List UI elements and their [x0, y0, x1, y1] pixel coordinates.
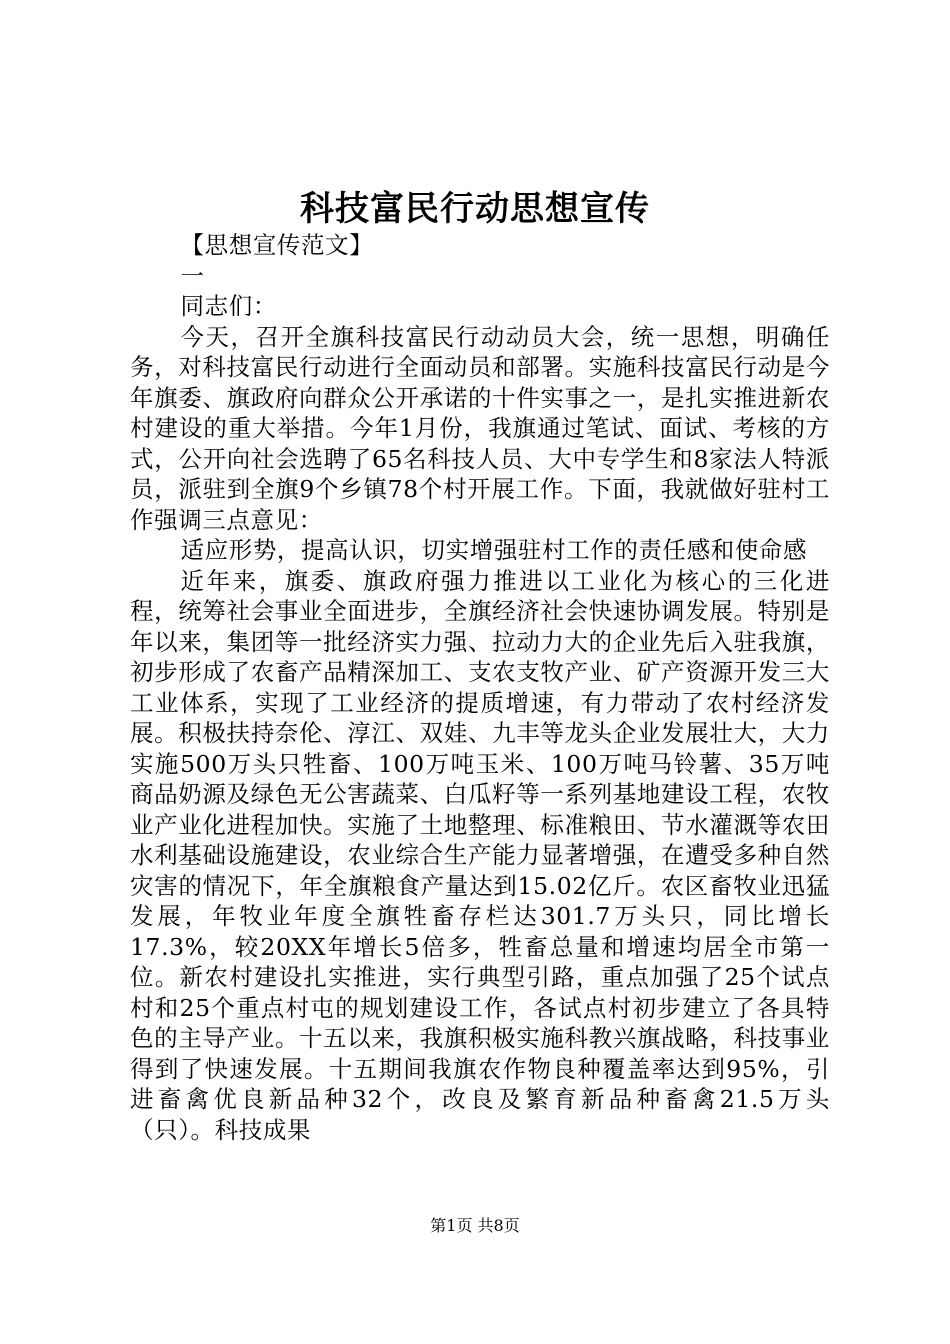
page-footer	[0, 1215, 950, 1237]
document-body	[130, 230, 830, 1145]
paragraph-section-number: 一	[180, 261, 205, 290]
paragraph-category-tag: 【思想宣传范文】	[180, 231, 374, 259]
paragraph-heading-point-one: 适应形势，提高认识，切实增强驻村工作的责任感和使命感	[180, 536, 808, 564]
paragraph-salutation: 同志们：	[180, 292, 277, 320]
paragraph-background: 近年来，旗委、旗政府强力推进以工业化为核心的三化进程，统筹社会事业全面进步，全旗经济社会快速协调发展。特别是年以来，集团等一批经济实力强、拉动力大的企业先后入驻我旗，初步形成了农畜产品精深加工、支农支牧产业、矿产资源开发三大工业体系，实现了工业经济的提质增速，有力带动了农村经济发展。积极扶持奈伦、淳江、双娃、九丰等龙头企业发展壮大，大力实施500万头只牲畜、100万吨玉米、100万吨马铃薯、35万吨商品奶源及绿色无公害蔬菜、白瓜籽等一系列基地建设工程，农牧业产业化进程加快。实施了土地整理、标准粮田、节水灌溉等农田水利基础设施建设，农业综合生产能力显著增强，在遭受多种自然灾害的情况下，年全旗粮食产量达到15.02亿斤。农区畜牧业迅猛发展，年牧业年度全旗牲畜存栏达301.7万头只，同比增长17.3%，较20XX年增长5倍多，牲畜总量和增速均居全市第一位。新农村建设扎实推进，实行典型引路，重点加强了25个试点村和25个重点村屯的规划建设工作，各试点村初步建立了各具特色的主导产业。十五以来，我旗积极实施科教兴旗战略，科技事业得到了快速发展。十五期间我旗农作物良种覆盖率达到95%，引进畜禽优良新品种32个，改良及繁育新品种畜禽21.5万头（只）。科技成果	[130, 566, 830, 1144]
paragraph-opening: 今天，召开全旗科技富民行动动员大会，统一思想，明确任务，对科技富民行动进行全面动员和部署。实施科技富民行动是今年旗委、旗政府向群众公开承诺的十件实事之一，是扎实推进新农村建设的重大举措。今年1月份，我旗通过笔试、面试、考核的方式，公开向社会选聘了65名科技人员、大中专学生和8家法人特派员，派驻到全旗9个乡镇78个村开展工作。下面，我就做好驻村工作强调三点意见：	[130, 322, 830, 534]
page-number-label: 第1页 共8页	[430, 1216, 520, 1235]
document-title: 科技富民行动思想宣传	[300, 189, 650, 229]
